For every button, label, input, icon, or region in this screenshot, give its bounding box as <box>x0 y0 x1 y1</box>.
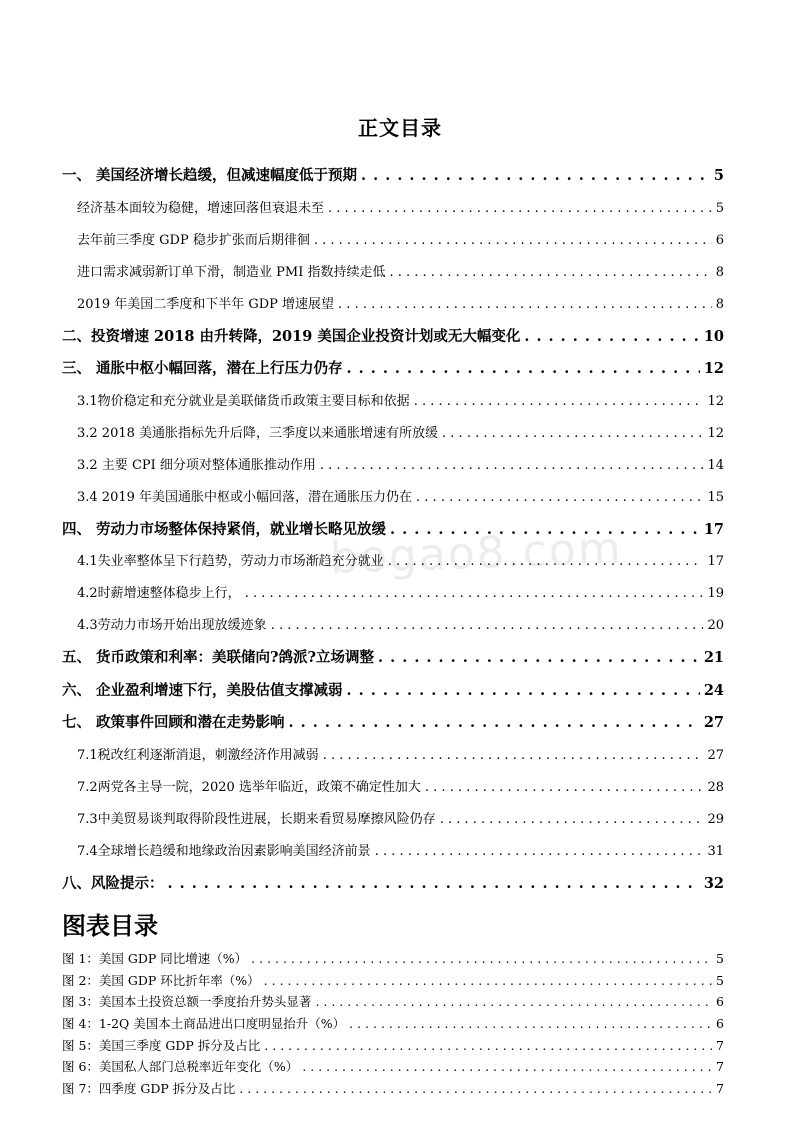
toc-entry-page: 8 <box>715 264 724 280</box>
toc-entry[interactable] <box>62 160 724 193</box>
toc-entry[interactable] <box>62 546 724 578</box>
figure-entry[interactable] <box>62 1013 724 1035</box>
dot-leader <box>314 225 712 257</box>
toc-entry-label: 2019 年美国二季度和下半年 GDP 增速展望 <box>77 296 335 312</box>
figure-entry-label: 图 6：美国私人部门总税率近年变化（%） <box>62 1059 299 1075</box>
toc-entry-page: 19 <box>707 586 724 601</box>
dot-leader <box>390 514 700 547</box>
toc-entry-label: 4.3劳动力市场开始出现放缓迹象 <box>77 618 267 633</box>
toc-entry[interactable] <box>62 804 724 836</box>
toc-entry-page: 8 <box>715 296 724 312</box>
dot-leader <box>440 804 704 836</box>
toc-entry-label: 六、 企业盈利增速下行，美股估值支撑减弱 <box>62 681 343 699</box>
dot-leader <box>524 321 699 354</box>
watermark: bogao8.com <box>329 522 624 585</box>
toc-entry-page: 29 <box>707 811 724 827</box>
toc-entry-page: 15 <box>707 489 724 505</box>
figure-entry-page: 7 <box>716 1037 724 1053</box>
dot-leader <box>388 546 704 578</box>
toc-entry[interactable] <box>62 514 724 547</box>
toc-entry[interactable] <box>62 193 724 225</box>
toc-entry[interactable] <box>62 418 724 450</box>
dot-leader <box>389 257 711 289</box>
figure-entry[interactable] <box>62 991 724 1013</box>
toc-entry[interactable] <box>62 642 724 675</box>
dot-leader <box>245 578 704 610</box>
figure-entry[interactable] <box>62 1056 724 1078</box>
figure-entry-label: 图 5：美国三季度 GDP 拆分及占比 <box>62 1037 261 1053</box>
figure-entry-page: 5 <box>716 951 724 966</box>
figure-entry-page: 6 <box>716 1016 724 1032</box>
dot-leader <box>271 610 704 642</box>
figure-entry[interactable] <box>62 1035 724 1057</box>
dot-leader <box>168 868 700 901</box>
toc-entry-label: 3.2 2018 美通胀指标先升后降，三季度以来通胀增速有所放缓 <box>77 425 439 441</box>
toc-entry[interactable] <box>62 707 724 740</box>
toc-entry-label: 3.2 主要 CPI 细分项对整体通胀推动作用 <box>77 457 316 473</box>
toc-entry[interactable] <box>62 386 724 418</box>
figure-entry-page: 7 <box>716 1059 724 1075</box>
toc-entry-page: 28 <box>707 779 724 795</box>
toc-entry-label: 二、投资增速 2018 由升转降，2019 美国企业投资计划或无大幅变化 <box>62 327 521 345</box>
toc-entry-page: 12 <box>707 425 724 441</box>
toc-entry[interactable] <box>62 482 724 514</box>
toc-entry[interactable] <box>62 772 724 804</box>
toc-entry[interactable] <box>62 578 724 610</box>
toc-entry-page: 24 <box>703 681 724 699</box>
toc-entry-page: 21 <box>703 649 724 666</box>
toc-entry-label: 三、 通胀中枢小幅回落，潜在上行压力仍存 <box>62 360 343 377</box>
dot-leader <box>338 289 712 321</box>
toc-entry-label: 五、 货币政策和利率：美联储向?鸽派?立场调整 <box>62 649 375 666</box>
dot-leader <box>315 991 712 1013</box>
toc-entry[interactable] <box>62 353 724 386</box>
toc-entry-label: 4.1失业率整体呈下行趋势，劳动力市场渐趋充分就业 <box>77 554 384 569</box>
toc-entry[interactable] <box>62 257 724 289</box>
figure-entry-page: 6 <box>716 994 724 1010</box>
figure-entry-page: 7 <box>716 1081 724 1097</box>
toc-entry-label: 4.2时薪增速整体稳步上行， <box>77 586 241 601</box>
toc-entry-page: 12 <box>703 360 724 377</box>
toc-entry[interactable] <box>62 225 724 257</box>
toc-entry-label: 一、 美国经济增长趋缓，但减速幅度低于预期 <box>62 167 358 184</box>
toc-entry-label: 四、 劳动力市场整体保持紧俏，就业增长略见放缓 <box>62 520 387 538</box>
toc-entry-label: 7.4全球增长趋缓和地缘政治因素影响美国经济前景 <box>77 843 371 859</box>
dot-leader <box>264 1035 712 1057</box>
dot-leader <box>264 970 712 992</box>
dot-leader <box>347 675 700 708</box>
toc-entry[interactable] <box>62 450 724 482</box>
figure-entry[interactable] <box>62 1078 724 1100</box>
dot-leader <box>323 740 704 772</box>
toc-entry-label: 7.2两党各主导一院，2020 选举年临近，政策不确定性加大 <box>77 779 421 795</box>
toc-entry[interactable] <box>62 836 724 868</box>
toc-entry-page: 5 <box>713 167 724 184</box>
figure-entry-page: 5 <box>716 972 724 988</box>
dot-leader <box>239 1078 712 1100</box>
toc-entry-label: 去年前三季度 GDP 稳步扩张而后期徘徊 <box>77 232 310 248</box>
toc-entry-label: 3.1物价稳定和充分就业是美联储货币政策主要目标和依据 <box>77 393 410 409</box>
toc-entry[interactable] <box>62 289 724 321</box>
toc-entry-page: 20 <box>707 618 724 633</box>
figure-entry-label: 图 3：美国本土投资总额一季度抬升势头显著 <box>62 994 312 1010</box>
toc-entry-label: 7.3中美贸易谈判取得阶段性进展，长期来看贸易摩擦风险仍存 <box>77 811 436 827</box>
toc-entry-page: 32 <box>703 874 724 892</box>
toc-entry-label: 7.1税改红利逐渐消退，刺激经济作用减弱 <box>77 747 319 763</box>
toc-entry-page: 31 <box>707 843 724 859</box>
dot-leader <box>361 160 710 193</box>
toc-entry-page: 6 <box>715 232 724 248</box>
dot-leader <box>347 353 700 386</box>
dot-leader <box>289 707 700 740</box>
dot-leader <box>375 836 704 868</box>
toc-entry[interactable] <box>62 675 724 708</box>
dot-leader <box>414 386 704 418</box>
dot-leader <box>349 1013 712 1035</box>
toc-entry-page: 17 <box>707 554 724 569</box>
figure-entry[interactable] <box>62 970 724 992</box>
dot-leader <box>442 418 703 450</box>
dot-leader <box>251 948 712 970</box>
toc-entry-page: 12 <box>707 393 724 409</box>
figures-list <box>62 948 724 1100</box>
toc-title: 正文目录 <box>358 116 442 140</box>
toc-entry[interactable] <box>62 740 724 772</box>
figure-entry-label: 图 4：1-2Q 美国本土商品进出口度明显抬升（%） <box>62 1016 346 1032</box>
toc-list <box>62 160 724 900</box>
toc-entry[interactable] <box>62 868 724 901</box>
dot-leader <box>302 1056 712 1078</box>
toc-entry[interactable] <box>62 321 724 354</box>
toc-entry-page: 10 <box>703 327 724 345</box>
dot-leader <box>320 450 704 482</box>
figure-entry-label: 图 7：四季度 GDP 拆分及占比 <box>62 1081 236 1097</box>
toc-entry-label: 3.4 2019 年美国通胀中枢或小幅回落，潜在通胀压力仍在 <box>77 489 413 505</box>
figure-entry[interactable] <box>62 948 724 970</box>
toc-entry-page: 17 <box>703 520 724 538</box>
toc-entry-page: 27 <box>707 747 724 763</box>
dot-leader <box>378 642 700 675</box>
toc-entry-page: 14 <box>707 457 724 473</box>
toc-entry-label: 进口需求减弱新订单下滑，制造业 PMI 指数持续走低 <box>77 264 386 280</box>
figure-entry-label: 图 1：美国 GDP 同比增速（%） <box>62 951 248 966</box>
toc-entry-label: 经济基本面较为稳健，增速回落但衰退未至 <box>77 200 325 216</box>
toc-entry[interactable] <box>62 610 724 642</box>
figures-title: 图表目录 <box>62 911 158 940</box>
dot-leader <box>416 482 703 514</box>
toc-entry-label: 八、风险提示： <box>62 874 164 892</box>
figure-entry-label: 图 2：美国 GDP 环比折年率（%） <box>62 972 260 988</box>
dot-leader <box>425 772 704 804</box>
toc-entry-page: 27 <box>703 714 724 731</box>
dot-leader <box>328 193 712 225</box>
toc-entry-page: 5 <box>715 200 724 216</box>
toc-entry-label: 七、 政策事件回顾和潜在走势影响 <box>62 714 285 731</box>
